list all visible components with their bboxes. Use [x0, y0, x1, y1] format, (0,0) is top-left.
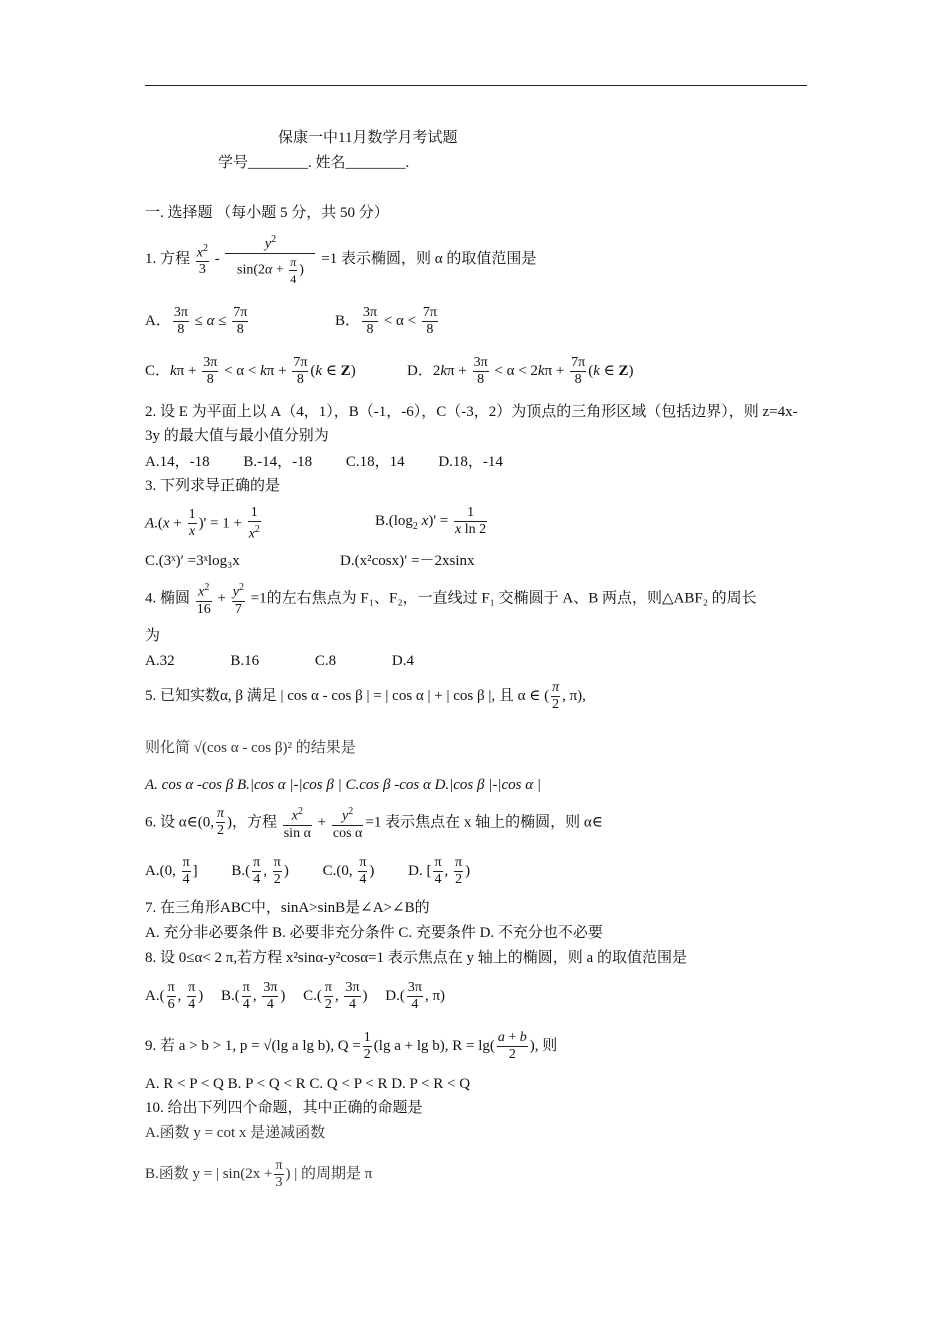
- question-8: 8. 设 0≤α< 2 π,若方程 x²sinα-y²cosα=1 表示焦点在 y 轴上的椭圆，则 a 的取值范围是: [145, 950, 687, 966]
- q10-option-b: B.函数 y = | sin(2x + $\frac{\pi}{3}$ ) | 的周期是 π: [145, 1158, 373, 1190]
- question-1: 1. 方程 $\frac{x^2}{3}$ - $y^2$ sin(2α + $\frac{\pi}{4}$ ) =1 表示椭圆，则 α 的取值范围是: [145, 234, 537, 286]
- q5-options: A. cos α -cos β B.|cos α |-|cos β | C.cos β -cos α D.|cos β |-|cos α |: [145, 777, 541, 793]
- question-7: 7. 在三角形ABC中，sinA>sinB是∠A>∠B的: [145, 900, 430, 916]
- question-4-line2: 为: [145, 628, 161, 644]
- q6-options: A.(0, $\frac{\pi}{4}$ ] B.( $\frac{\pi}{4}$ , $\frac{\pi}{2}$ ) C.(0, $\frac{\pi}{4}$ ) D. [ $\frac{\pi}{4}$ , $\frac{\pi}{2}$ ): [145, 855, 471, 887]
- question-2-line1: 2. 设 E 为平面上以 A（4，1），B（-1，-6），C（-3，2）为顶点的三角形区域（包括边界），则 z=4x-: [145, 404, 798, 420]
- student-info-line: 学号________. 姓名________.: [218, 155, 410, 171]
- question-6: 6. 设 α∈(0, $\frac{\pi}{2}$ )，方程 $\frac{x^2}{\text{sin α}}$ + $\frac{y^2}{\text{cos α}}$ =1 表示焦点在 x 轴上的椭圆，则 α∈: [145, 806, 603, 841]
- q1-option-c: C．kπ + $\frac{3\pi}{8}$ < α < kπ + $\frac{7\pi}{8}$ (k ∈ Z): [145, 355, 356, 387]
- question-9: 9. 若 a > b > 1, p = √(lg a lg b), Q = $\frac{1}{2}$ (lg a + lg b), R = lg( $\frac{a + b}{2}$ ), 则: [145, 1030, 558, 1062]
- q1-option-d: D．2kπ + $\frac{3\pi}{8}$ < α < 2kπ + $\frac{7\pi}{8}$ (k ∈ Z): [407, 355, 634, 387]
- q10-option-a: A.函数 y = cot x 是递减函数: [145, 1125, 326, 1141]
- section-heading: 一. 选择题 （每小题 5 分，共 50 分）: [145, 205, 389, 221]
- q4-options: A.32 B.16 C.8 D.4: [145, 653, 414, 669]
- q8-options: A.( $\frac{\pi}{6}$ , $\frac{\pi}{4}$ ) B.( $\frac{\pi}{4}$ , $\frac{3\pi}{4}$ ) C.( $\frac{\pi}{2}$ , $\frac{3\pi}{4}$ ) D.( $\frac{3\pi}{4}$ , π): [145, 980, 446, 1012]
- q2-options: A.14，-18 B.-14，-18 C.18，14 D.18，-14: [145, 454, 503, 470]
- question-2-line2: 3y 的最大值与最小值分别为: [145, 428, 329, 444]
- q1-option-a: A． $\frac{3\pi}{8}$ ≤ α ≤ $\frac{7\pi}{8}$: [145, 305, 248, 337]
- q1-option-b: B． $\frac{3\pi}{8}$ < α < $\frac{7\pi}{8}$: [335, 305, 437, 337]
- exam-title: 保康一中11月数学月考试题: [278, 130, 458, 146]
- q9-options: A. R < P < Q B. P < Q < R C. Q < P < R D. P < R < Q: [145, 1076, 471, 1092]
- question-5: 5. 已知实数α, β 满足 | cos α - cos β | = | cos α | + | cos β |, 且 α ∈ ( $\frac{\pi}{2}$ , π),: [145, 680, 586, 712]
- q3-option-d: D.(x²cosx)′ =－2xsinx: [340, 553, 475, 569]
- q7-options: A. 充分非必要条件 B. 必要非充分条件 C. 充要条件 D. 不充分也不必要: [145, 925, 603, 941]
- q3-option-b: $B.(\log_2$ x)' = $\frac{1}{\text{x ln 2}}$: [375, 505, 487, 537]
- question-4: 4. 椭圆 $\frac{x^2}{16}$ + $\frac{y^2}{7}$ =1的左右焦点为 F₁、F₂，一直线过 F₁ 交椭圆于 A、B 两点，则△ABF₂ 的周长: [145, 582, 757, 617]
- q3-option-c: C.(3ˣ)′ =3ˣlog₃x: [145, 553, 240, 569]
- header-rule: [145, 85, 807, 86]
- q3-option-a: A.(x + $\frac{1}{x}$ )' = 1 + $\frac{1}{x^2}$: [145, 505, 260, 542]
- question-3: 3. 下列求导正确的是: [145, 478, 281, 494]
- question-5-line2: 则化简 √(cos α - cos β)² 的结果是: [145, 740, 356, 756]
- question-10: 10. 给出下列四个命题，其中正确的命题是: [145, 1100, 423, 1116]
